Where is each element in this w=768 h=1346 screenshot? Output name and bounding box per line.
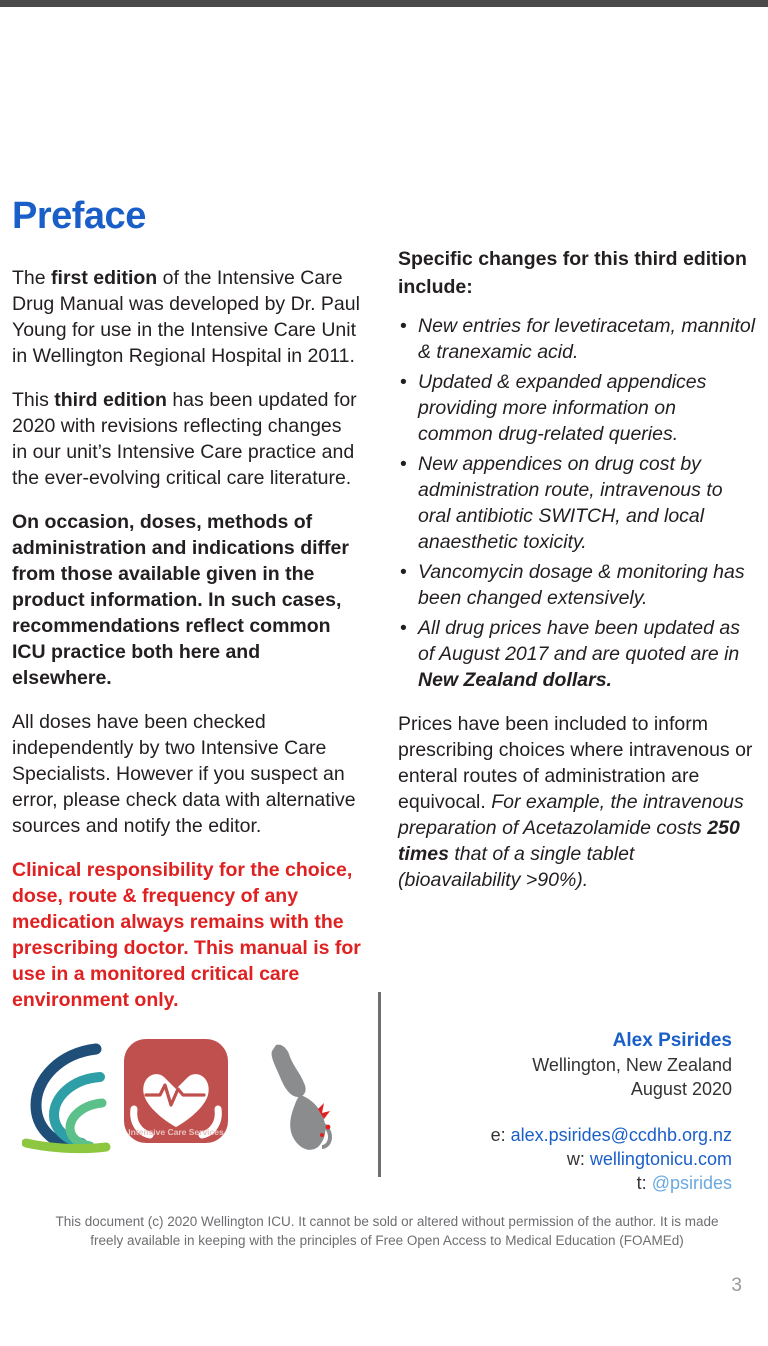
list-item-text-bold: New Zealand dollars. <box>418 669 612 691</box>
document-page <box>0 7 768 1346</box>
paragraph-dose-checking: All doses have been checked independently by two Intensive Care Specialists. However if you suspect an error, please check data with alternative sources and notify the editor. <box>12 711 356 837</box>
email-link[interactable]: alex.psirides@ccdhb.org.nz <box>510 1125 732 1145</box>
email-row <box>372 1123 732 1147</box>
list-item <box>398 313 756 365</box>
changes-list <box>398 313 756 693</box>
wellington-icu-wave-logo <box>22 1043 132 1155</box>
text-run-bold-italic: 250 times <box>398 817 740 865</box>
spacer <box>372 1101 732 1123</box>
list-item <box>398 559 756 611</box>
right-column-heading: Specific changes for this third edition include: <box>398 248 747 298</box>
website-link[interactable]: wellingtonicu.com <box>589 1149 732 1169</box>
author-contact-block <box>372 1029 732 1195</box>
email-label: e: <box>490 1125 506 1145</box>
list-item-text: All drug prices have been updated as of August 2017 and are quoted are in <box>418 617 740 665</box>
page-number: 3 <box>731 1275 742 1296</box>
left-column <box>12 265 362 1031</box>
list-item <box>398 369 756 447</box>
legal-notice: This document (c) 2020 Wellington ICU. It cannot be sold or altered without permission of the author. It is made freely available in keeping with the principles of Free Open Access to Medical Education (FOAMEd) <box>55 1214 719 1248</box>
paragraph-product-information: On occasion, doses, methods of administration and indications differ from those available given in the product information. In such cases, recommendations reflect common ICU practice both here and elsewhere. <box>12 511 349 689</box>
list-item <box>398 451 756 555</box>
new-zealand-map-logo <box>242 1039 352 1157</box>
logo-caption: Intensive Care Services <box>128 1127 224 1137</box>
logo-group <box>14 1035 354 1165</box>
text-run: This <box>12 389 55 411</box>
publication-date: August 2020 <box>630 1079 732 1099</box>
website-row <box>372 1147 732 1171</box>
text-run-bold: first edition <box>51 267 158 289</box>
text-run-italic: that of a single tablet (bioavailability >90%). <box>398 843 635 891</box>
text-run: has been updated for 2020 with revisions reflecting changes in our unit’s Intensive Care practice and the ever-evolving critical care literature. <box>12 389 357 489</box>
twitter-row <box>372 1171 732 1195</box>
window-top-bar <box>0 0 768 7</box>
author-location: Wellington, New Zealand <box>532 1055 732 1075</box>
paragraph-prices <box>398 711 756 893</box>
page-title: Preface <box>12 195 146 237</box>
intensive-care-services-logo <box>124 1039 228 1143</box>
paragraph-clinical-responsibility: Clinical responsibility for the choice, dose, route & frequency of any medication always remains with the prescribing doctor. This manual is for use in a monitored critical care environment only. <box>12 859 361 1011</box>
list-item-text: Updated & expanded appendices providing more information on common drug-related queries. <box>418 371 707 445</box>
author-name: Alex Psirides <box>612 1030 732 1051</box>
text-run: of the Intensive Care Drug Manual was developed by Dr. Paul Young for use in the Intensive Care Unit in Wellington Regional Hospital in 2011. <box>12 267 360 367</box>
text-run: Prices have been included to inform prescribing choices where intravenous or enteral routes of administration are equivocal. <box>398 713 753 813</box>
text-run-italic: For example, the intravenous preparation of Acetazolamide costs <box>398 791 744 839</box>
paragraph-first-edition <box>12 265 362 369</box>
list-item-text: Vancomycin dosage & monitoring has been changed extensively. <box>418 561 745 609</box>
paragraph-third-edition <box>12 387 362 491</box>
twitter-handle-link[interactable]: @psirides <box>651 1173 732 1193</box>
twitter-label: t: <box>636 1173 647 1193</box>
right-column <box>398 245 756 911</box>
list-item <box>398 615 756 693</box>
list-item-text: New entries for levetiracetam, mannitol & tranexamic acid. <box>418 315 756 363</box>
list-item-text: New appendices on drug cost by administration route, intravenous to oral antibiotic SWITCH, and local anaesthetic toxicity. <box>418 453 723 553</box>
text-run: The <box>12 267 52 289</box>
website-label: w: <box>566 1149 585 1169</box>
text-run-bold: third edition <box>54 389 167 411</box>
